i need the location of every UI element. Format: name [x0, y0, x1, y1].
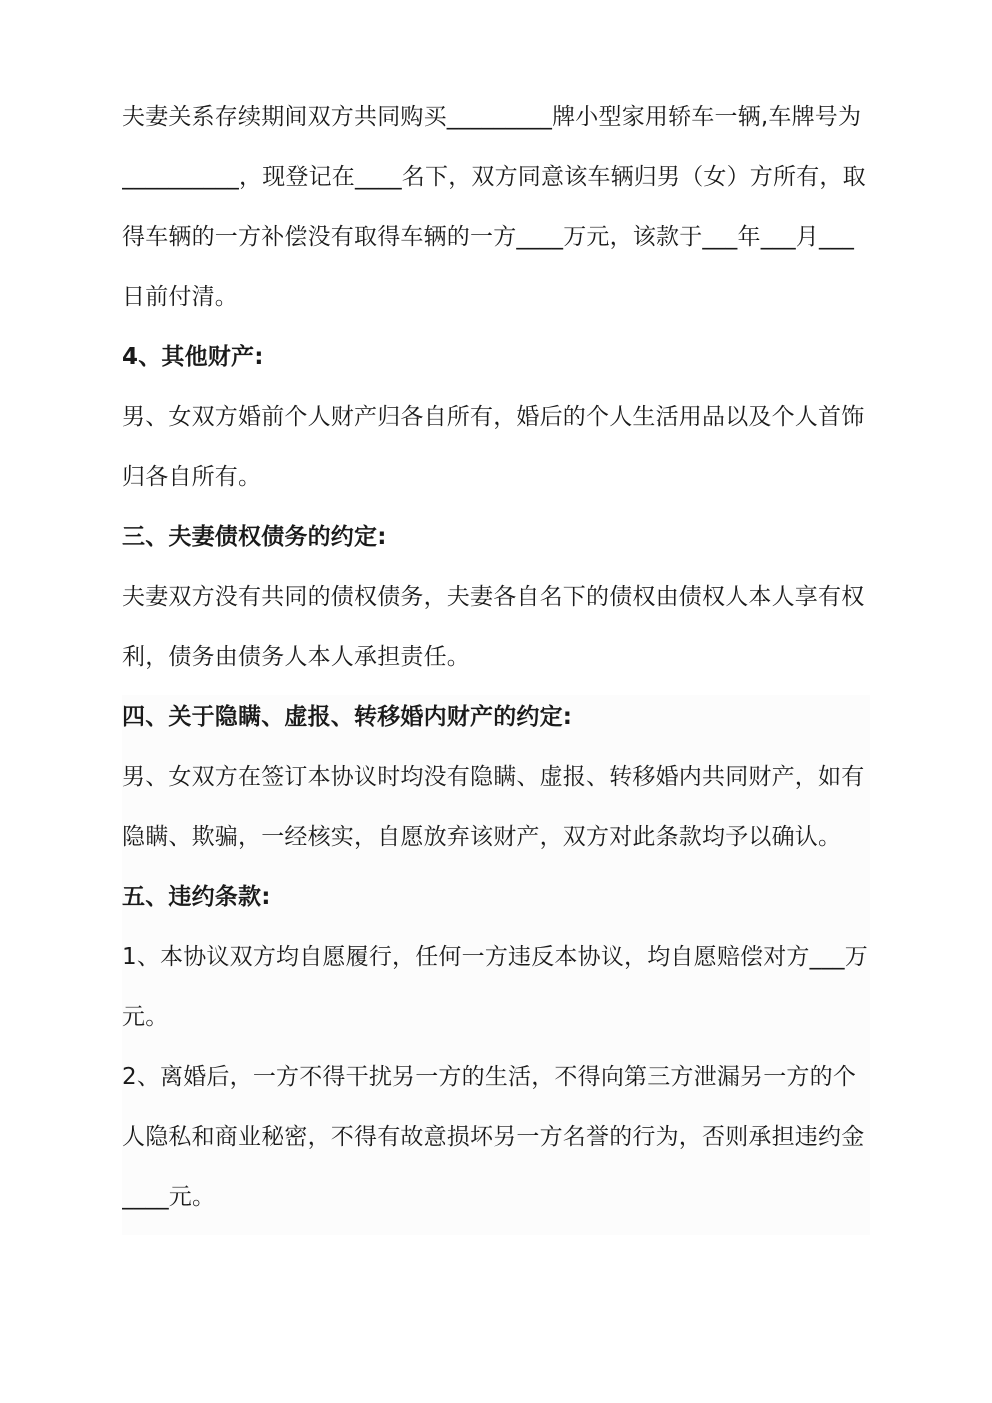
- paragraph-line: 夫妻关系存续期间双方共同购买_________牌小型家用轿车一辆,车牌号为: [122, 104, 862, 130]
- paragraph-line: 利，债务由债务人本人承担责任。: [122, 644, 470, 670]
- paragraph-line: 男、女双方婚前个人财产归各自所有，婚后的个人生活用品以及个人首饰: [122, 404, 865, 430]
- paragraph-line: __________，现登记在____名下，双方同意该车辆归男（女）方所有，取: [122, 164, 866, 190]
- paragraph-line: 1、本协议双方均自愿履行，任何一方违反本协议，均自愿赔偿对方___万: [122, 944, 868, 970]
- paragraph-line: 夫妻双方没有共同的债权债务，夫妻各自名下的债权由债权人本人享有权: [122, 584, 865, 610]
- paragraph-line: 隐瞒、欺骗，一经核实，自愿放弃该财产，双方对此条款均予以确认。: [122, 824, 842, 850]
- section-heading-debts: 三、夫妻债权债务的约定:: [122, 524, 387, 550]
- paragraph-line: ____元。: [122, 1184, 216, 1210]
- paragraph-line: 男、女双方在签订本协议时均没有隐瞒、虚报、转移婚内共同财产，如有: [122, 764, 865, 790]
- paragraph-line: 归各自所有。: [122, 464, 262, 490]
- paragraph-line: 得车辆的一方补偿没有取得车辆的一方____万元，该款于___年___月___: [122, 224, 855, 250]
- paragraph-line: 2、离婚后，一方不得干扰另一方的生活，不得向第三方泄漏另一方的个: [122, 1064, 857, 1090]
- document-body: [122, 87, 872, 1227]
- section-heading-other-property: 4、其他财产:: [122, 344, 264, 370]
- section-heading-breach: 五、违约条款:: [122, 884, 271, 910]
- paragraph-line: 元。: [122, 1004, 169, 1030]
- paragraph-line: 人隐私和商业秘密，不得有故意损坏另一方名誉的行为，否则承担违约金: [122, 1124, 865, 1150]
- paragraph-line: 日前付清。: [122, 284, 238, 310]
- section-heading-concealment: 四、关于隐瞒、虚报、转移婚内财产的约定:: [122, 704, 573, 730]
